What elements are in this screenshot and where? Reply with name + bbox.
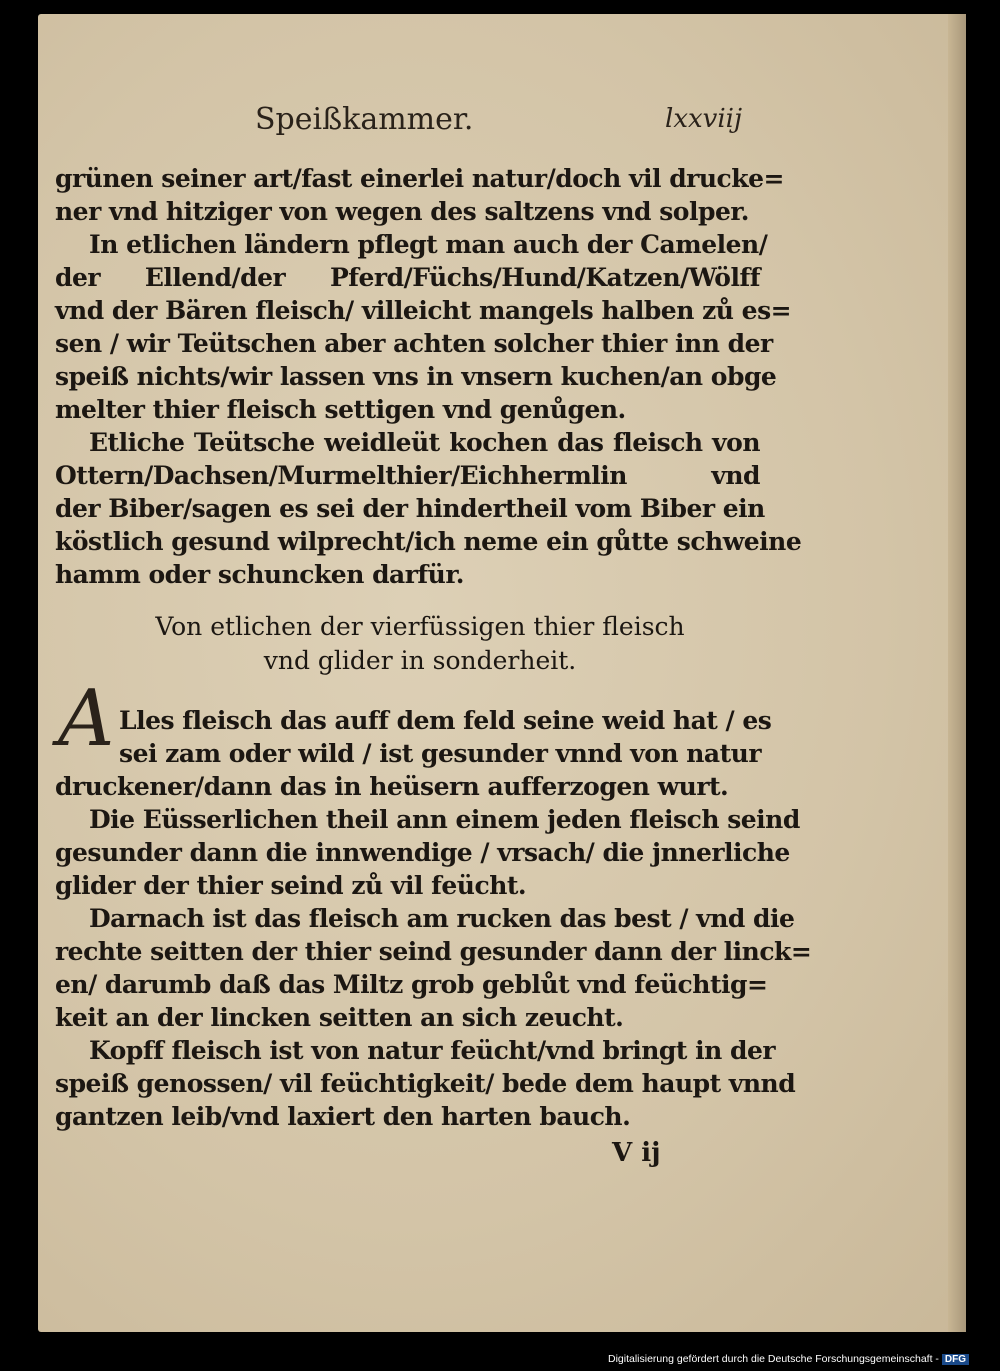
text-block-2 xyxy=(55,704,812,1133)
text-line: speiß nichts/wir lassen vns in vnsern kuchen/an obge xyxy=(55,362,777,391)
text-line: Ottern/Dachsen/Murmelthier/Eichhermlin vnd xyxy=(55,461,760,490)
folio-number: lxxviij xyxy=(665,104,743,134)
text-line: melter thier fleisch settigen vnd genůgen. xyxy=(55,395,626,424)
footer-credit xyxy=(608,1353,969,1365)
text-line: rechte seitten der thier seind gesunder dann der linck= xyxy=(55,937,812,966)
text-line: Lles fleisch das auff dem feld seine weid hat / es xyxy=(119,706,772,735)
text-line: grünen seiner art/fast einerlei natur/doch vil drucke= xyxy=(55,164,784,193)
text-line: sen / wir Teütschen aber achten solcher thier inn der xyxy=(55,329,773,358)
page-edge xyxy=(948,14,966,1332)
text-line: gantzen leib/vnd laxiert den harten bauch. xyxy=(55,1102,631,1131)
section-heading-line: Von etlichen der vierfüssigen thier fleisch xyxy=(155,612,685,641)
text-line: en/ darumb daß das Miltz grob geblůt vnd feüchtig= xyxy=(55,970,768,999)
text-line: Darnach ist das fleisch am rucken das best / vnd die xyxy=(89,904,795,933)
text-block-1 xyxy=(55,162,802,591)
text-line: Etliche Teütsche weidleüt kochen das fleisch von xyxy=(89,428,760,457)
text-line: Kopff fleisch ist von natur feücht/vnd bringt in der xyxy=(89,1036,776,1065)
text-line: sei zam oder wild / ist gesunder vnnd von natur xyxy=(119,739,762,768)
text-line: In etlichen ländern pflegt man auch der Camelen/ xyxy=(89,230,768,259)
text-line: vnd der Bären fleisch/ villeicht mangels halben zů es= xyxy=(55,296,792,325)
text-line: ner vnd hitziger von wegen des saltzens vnd solper. xyxy=(55,197,749,226)
text-line: köstlich gesund wilprecht/ich neme ein gůtte schweine xyxy=(55,527,802,556)
text-line: der Ellend/der Pferd/Füchs/Hund/Katzen/Wölff xyxy=(55,263,760,292)
text-line: der Biber/sagen es sei der hindertheil vom Biber ein xyxy=(55,494,765,523)
text-line: glider der thier seind zů vil feücht. xyxy=(55,871,527,900)
text-line: hamm oder schuncken darfür. xyxy=(55,560,464,589)
running-head: Speißkammer. xyxy=(255,102,474,137)
text-line: druckener/dann das in heüsern aufferzogen wurt. xyxy=(55,772,729,801)
text-line: speiß genossen/ vil feüchtigkeit/ bede dem haupt vnnd xyxy=(55,1069,796,1098)
text-line: keit an der lincken seitten an sich zeucht. xyxy=(55,1003,624,1032)
footer-text: Digitalisierung gefördert durch die Deutsche Forschungsgemeinschaft - xyxy=(608,1353,939,1365)
drop-cap: A xyxy=(58,674,115,764)
signature-mark: V ij xyxy=(612,1138,661,1168)
dfg-logo: DFG xyxy=(942,1354,969,1365)
text-line: gesunder dann die innwendige / vrsach/ die jnnerliche xyxy=(55,838,790,867)
text-line: Die Eüsserlichen theil ann einem jeden fleisch seind xyxy=(89,805,800,834)
section-heading-line: vnd glider in sonderheit. xyxy=(263,646,577,675)
